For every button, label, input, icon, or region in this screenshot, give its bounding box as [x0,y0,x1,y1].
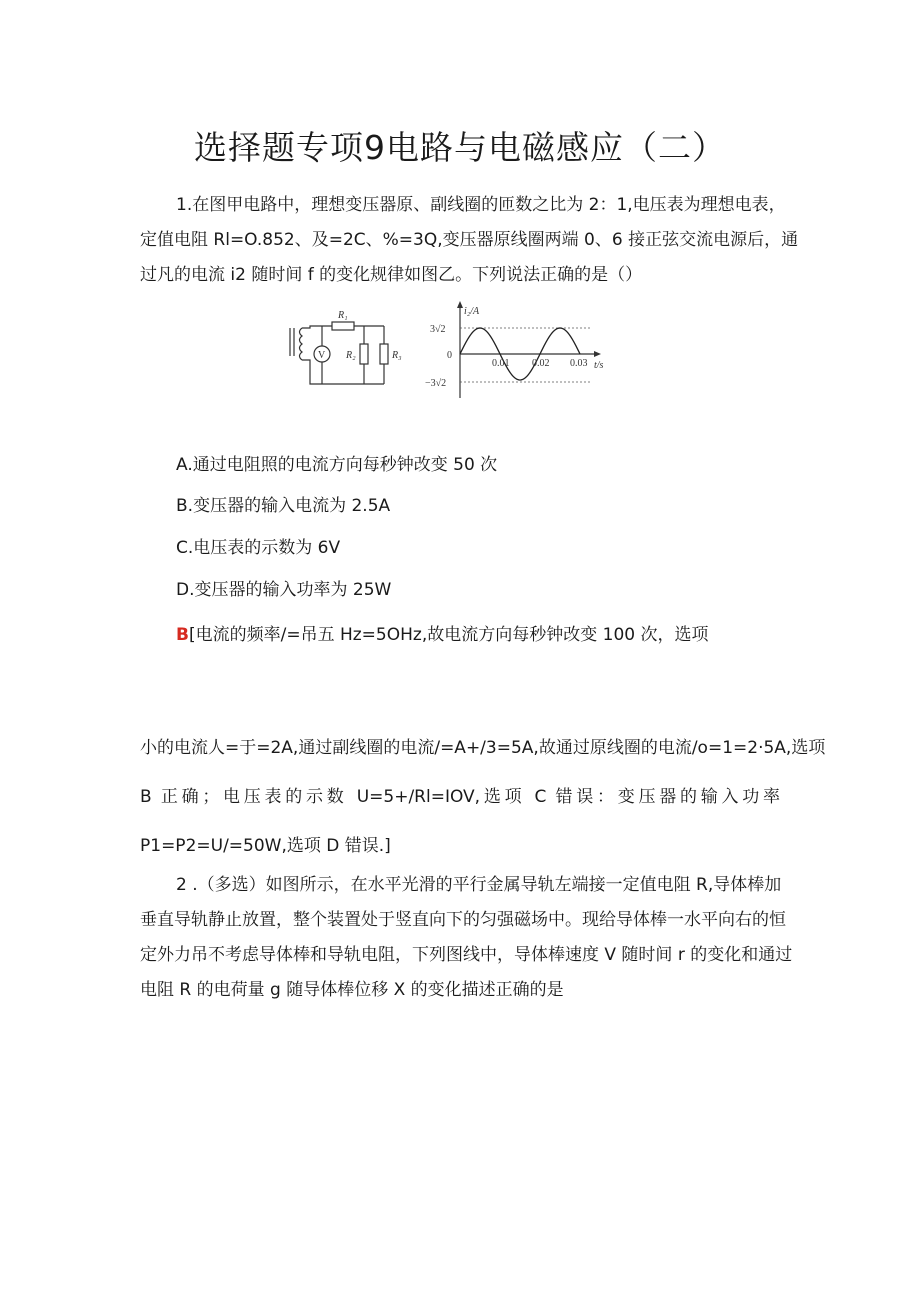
y-axis-label: i₂/A [464,306,480,317]
q2-line-2: 垂直导轨静止放置，整个装置处于竖直向下的匀强磁场中。现给导体棒一水平向右的恒 [140,910,786,930]
page-title: 选择题专项9电路与电磁感应（二） [194,128,726,167]
y-max-label: 3√2 [430,324,446,335]
x-tick-2: 0.02 [532,358,550,369]
r2-label: R₂ [346,350,356,361]
x-tick-3: 0.03 [570,358,588,369]
wire-top-left [302,326,332,328]
answer-line-4: P1=P2=U/=50W,选项 D 错误.] [140,836,391,856]
option-b: B.变压器的输入电流为 2.5A [176,496,391,516]
answer-first-line [176,620,709,645]
current-graph [425,301,604,398]
x-axis-label: t/s [594,360,604,371]
resistor-r2 [360,344,368,364]
y-axis-arrow [457,301,463,308]
r1-label: R₁ [338,310,348,321]
option-a: A.通过电阻照的电流方向每秒钟改变 50 次 [176,455,498,475]
resistor-r3 [380,344,388,364]
q2-line-3: 定外力吊不考虑导体棒和导轨电阻，下列图线中，导体棒速度 V 随时间 r 的变化和通过 [140,945,793,965]
q2-line-1: 2 .（多选）如图所示，在水平光滑的平行金属导轨左端接一定值电阻 R,导体棒加 [176,875,782,895]
y-min-label: −3√2 [425,378,447,389]
answer-letter: B [176,625,189,645]
q1-figure [280,298,620,408]
x-axis-arrow [594,351,601,357]
x-tick-1: 0.01 [492,358,510,369]
transformer-coil [300,328,303,360]
q1-line-2: 定值电阻 Rl=O.852、及=2C、%=3Q,变压器原线圈两端 0、6 接正弦交流电源后，通 [140,230,799,250]
r3-label: R₃ [392,350,402,361]
answer-line-2: 小的电流人=于=2A,通过副线圈的电流/=A+/3=5A,故通过原线圈的电流/o=1=2·5A,选项 [140,738,826,758]
option-c: C.电压表的示数为 6V [176,538,341,558]
circuit-diagram [290,322,388,384]
q1-line-1: 1.在图甲电路中，理想变压器原、副线圈的匝数之比为 2：1,电压表为理想电表， [176,195,786,215]
answer-text: [电流的频率/=吊五 Hz=5OHz,故电流方向每秒钟改变 100 次，选项 [188,625,709,645]
resistor-r1 [332,322,354,330]
origin-label: 0 [447,350,452,361]
answer-line-3: B 正确；电压表的示数 U=5+/Rl=IOV,选项 C 错误：变压器的输入功率 [140,787,780,807]
wire-bottom [302,360,384,384]
voltmeter-label: V [318,350,326,361]
q1-line-3: 过凡的电流 i2 随时间 f 的变化规律如图乙。下列说法正确的是（） [140,265,643,285]
q2-line-4: 电阻 R 的电荷量 g 随导体棒位移 X 的变化描述正确的是 [140,980,564,1000]
option-d: D.变压器的输入功率为 25W [176,580,392,600]
